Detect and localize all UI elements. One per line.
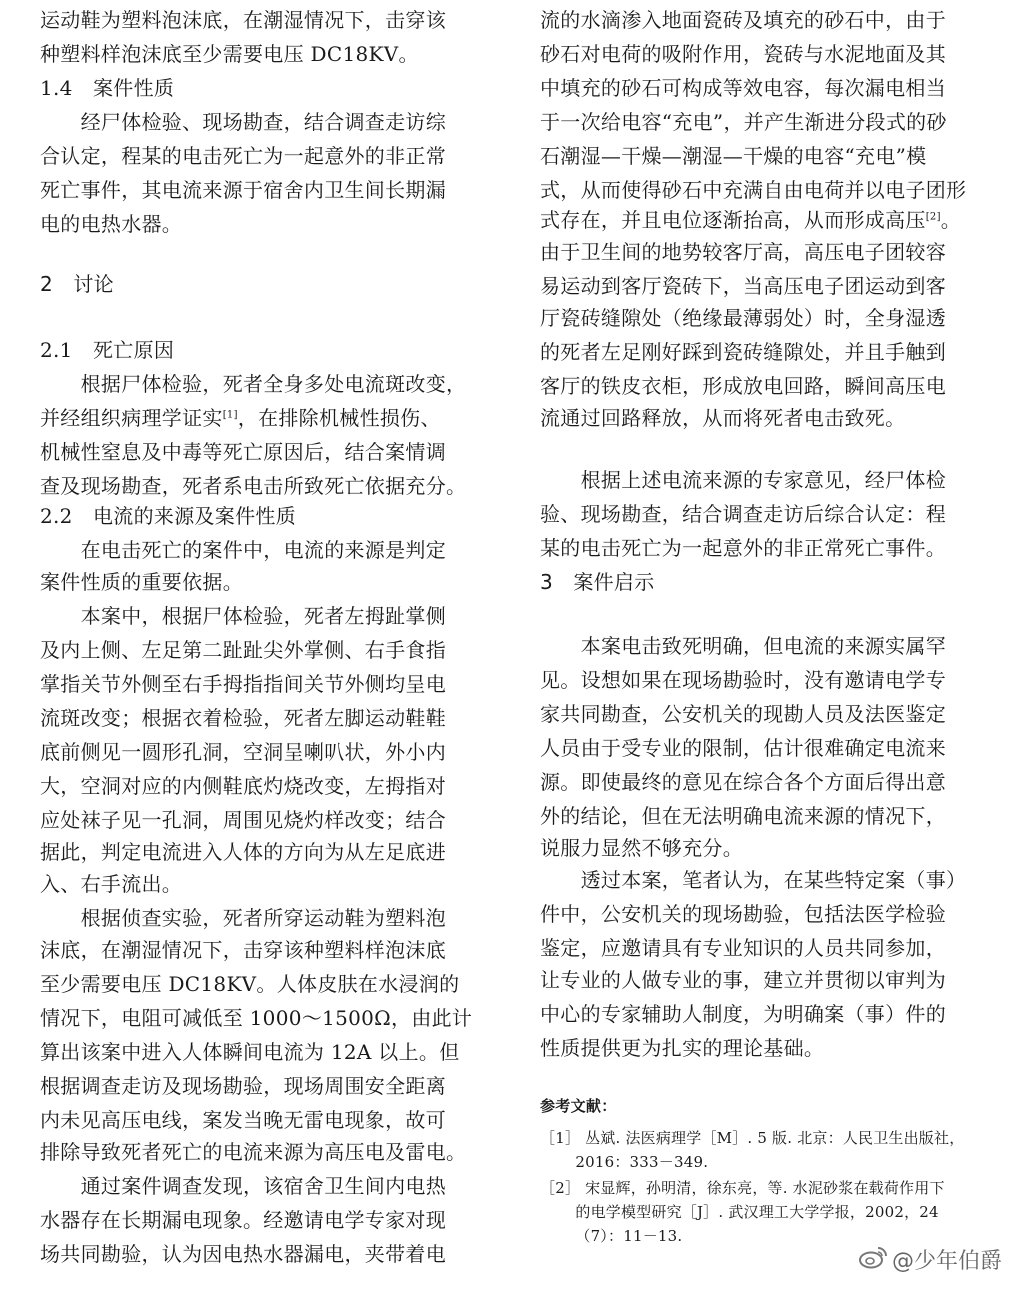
text-line: 某的电击死亡为一起意外的非正常死亡事件。 <box>540 536 946 560</box>
text-line: 人员由于受专业的限制，估计很难确定电流来 <box>540 736 946 760</box>
text-line: 及内上侧、左足第二趾趾尖外掌侧、右手食指 <box>40 638 446 662</box>
text-line: 掌指关节外侧至右手拇指指间关节外侧均呈电 <box>40 672 446 696</box>
weibo-icon <box>858 1245 888 1275</box>
text-line: 算出该案中进入人体瞬间电流为 12A 以上。但 <box>40 1040 460 1064</box>
text-segment: ，在排除机械性损伤、 <box>237 406 441 430</box>
text-line: 流的水滴渗入地面瓷砖及填充的砂石中，由于 <box>540 8 946 32</box>
text-line: 流斑改变；根据衣着检验，死者左脚运动鞋鞋 <box>40 706 446 730</box>
text-line: 底前侧见一圆形孔洞，空洞呈喇叭状，外小内 <box>40 740 446 764</box>
text-line: 厅瓷砖缝隙处（绝缘最薄弱处）时，全身湿透 <box>540 306 946 330</box>
text-line: 死亡事件，其电流来源于宿舍内卫生间长期漏 <box>40 178 446 202</box>
text-line: 运动鞋为塑料泡沫底，在潮湿情况下，击穿该 <box>40 8 446 32</box>
text-line: 内未见高压电线，案发当晚无雷电现象，故可 <box>40 1108 446 1132</box>
text-line: 合认定，程某的电击死亡为一起意外的非正常 <box>40 144 446 168</box>
text-line: 入、右手流出。 <box>40 872 183 896</box>
section-heading-2: 2 讨论 <box>40 272 114 296</box>
text-line: 据此，判定电流进入人体的方向为从左足底进 <box>40 840 446 864</box>
text-line: 式，从而使得砂石中充满自由电荷并以电子团形 <box>540 178 967 202</box>
text-line: 外的结论，但在无法明确电流来源的情况下， <box>540 804 946 828</box>
text-line: 的死者左足刚好踩到瓷砖缝隙处，并且手触到 <box>540 340 946 364</box>
text-line: 根据侦查实验，死者所穿运动鞋为塑料泡 <box>40 906 446 930</box>
text-line: 性质提供更为扎实的理论基础。 <box>540 1036 825 1060</box>
text-line: 根据上述电流来源的专家意见，经尸体检 <box>540 468 946 492</box>
text-line: 通过案件调查发现，该宿舍卫生间内电热 <box>40 1174 446 1198</box>
reference-2-line: ［2］ 宋显辉，孙明清，徐东亮，等. 水泥砂浆在载荷作用下 <box>540 1179 945 1197</box>
text-line: 中心的专家辅助人制度，为明确案（事）件的 <box>540 1002 946 1026</box>
text-line: 让专业的人做专业的事，建立并贯彻以审判为 <box>540 968 946 992</box>
text-line: 根据尸体检验，死者全身多处电流斑改变， <box>40 372 467 396</box>
text-line: 案件性质的重要依据。 <box>40 570 243 594</box>
text-line: 查及现场勘查，死者系电击所致死亡依据充分。 <box>40 474 467 498</box>
text-line: 排除导致死者死亡的电流来源为高压电及雷电。 <box>40 1140 467 1164</box>
references-title: 参考文献： <box>540 1097 617 1115</box>
text-line-with-citation <box>40 402 441 434</box>
watermark <box>858 1244 1002 1275</box>
text-line-with-citation <box>540 204 961 236</box>
watermark-text: @少年伯爵 <box>891 1249 1002 1274</box>
text-line: 本案中，根据尸体检验，死者左拇趾掌侧 <box>40 604 446 628</box>
citation-2: [2] <box>925 211 941 223</box>
text-line: 透过本案，笔者认为，在某些特定案（事） <box>540 868 967 892</box>
reference-2-line: 的电学模型研究［J］. 武汉理工大学学报，2002，24 <box>540 1203 939 1221</box>
text-line: 砂石对电荷的吸附作用，瓷砖与水泥地面及其 <box>540 42 946 66</box>
text-line: 件中，公安机关的现场勘验，包括法医学检验 <box>540 902 946 926</box>
reference-1-line: ［1］ 丛斌. 法医病理学［M］. 5 版. 北京：人民卫生出版社， <box>540 1129 965 1147</box>
section-heading-2-1: 2.1 死亡原因 <box>40 338 175 362</box>
text-line: 电的电热水器。 <box>40 212 183 236</box>
text-segment: 。 <box>940 208 962 232</box>
text-line: 家共同勘查，公安机关的现勘人员及法医鉴定 <box>540 702 946 726</box>
text-line: 易运动到客厅瓷砖下，当高压电子团运动到客 <box>540 274 946 298</box>
citation-1: [1] <box>222 409 238 421</box>
text-segment: 式存在，并且电位逐渐抬高，从而形成高压 <box>540 208 926 232</box>
text-line: 流通过回路释放，从而将死者电击致死。 <box>540 406 906 430</box>
text-line: 应处袜子见一孔洞，周围见烧灼样改变；结合 <box>40 808 446 832</box>
text-line: 见。设想如果在现场勘验时，没有邀请电学专 <box>540 668 946 692</box>
text-line: 石潮湿—干燥—潮湿—干燥的电容“充电”模 <box>540 144 927 168</box>
text-line: 本案电击致死明确，但电流的来源实属罕 <box>540 634 946 658</box>
text-line: 在电击死亡的案件中，电流的来源是判定 <box>40 538 446 562</box>
text-line: 种塑料样泡沫底至少需要电压 DC18KV。 <box>40 42 419 66</box>
section-heading-3: 3 案件启示 <box>540 570 655 594</box>
text-line: 说服力显然不够充分。 <box>540 836 743 860</box>
text-line: 经尸体检验、现场勘查，结合调查走访综 <box>40 110 446 134</box>
reference-2-line: （7）：11－13. <box>540 1227 683 1245</box>
text-line: 场共同勘验，认为因电热水器漏电，夹带着电 <box>40 1242 446 1266</box>
text-line: 大，空洞对应的内侧鞋底灼烧改变，左拇指对 <box>40 774 446 798</box>
text-line: 客厅的铁皮衣柜，形成放电回路，瞬间高压电 <box>540 374 946 398</box>
section-heading-2-2: 2.2 电流的来源及案件性质 <box>40 504 297 528</box>
text-line: 源。即使最终的意见在综合各个方面后得出意 <box>540 770 946 794</box>
text-line: 由于卫生间的地势较客厅高，高压电子团较容 <box>540 240 946 264</box>
text-line: 情况下，电阻可减低至 1000～1500Ω，由此计 <box>40 1006 473 1030</box>
text-line: 于一次给电容“充电”，并产生渐进分段式的砂 <box>540 110 947 134</box>
text-line: 至少需要电压 DC18KV。人体皮肤在水浸润的 <box>40 972 460 996</box>
text-line: 验、现场勘查，结合调查走访后综合认定：程 <box>540 502 946 526</box>
text-segment: 并经组织病理学证实 <box>40 406 223 430</box>
text-line: 鉴定，应邀请具有专业知识的人员共同参加， <box>540 936 946 960</box>
text-line: 沫底，在潮湿情况下，击穿该种塑料样泡沫底 <box>40 938 446 962</box>
reference-1-line: 2016：333－349. <box>540 1153 709 1171</box>
section-heading-1-4: 1.4 案件性质 <box>40 76 175 100</box>
text-line: 水器存在长期漏电现象。经邀请电学专家对现 <box>40 1208 446 1232</box>
text-line: 中填充的砂石可构成等效电容，每次漏电相当 <box>540 76 946 100</box>
text-line: 根据调查走访及现场勘验，现场周围安全距离 <box>40 1074 446 1098</box>
text-line: 机械性窒息及中毒等死亡原因后，结合案情调 <box>40 440 446 464</box>
